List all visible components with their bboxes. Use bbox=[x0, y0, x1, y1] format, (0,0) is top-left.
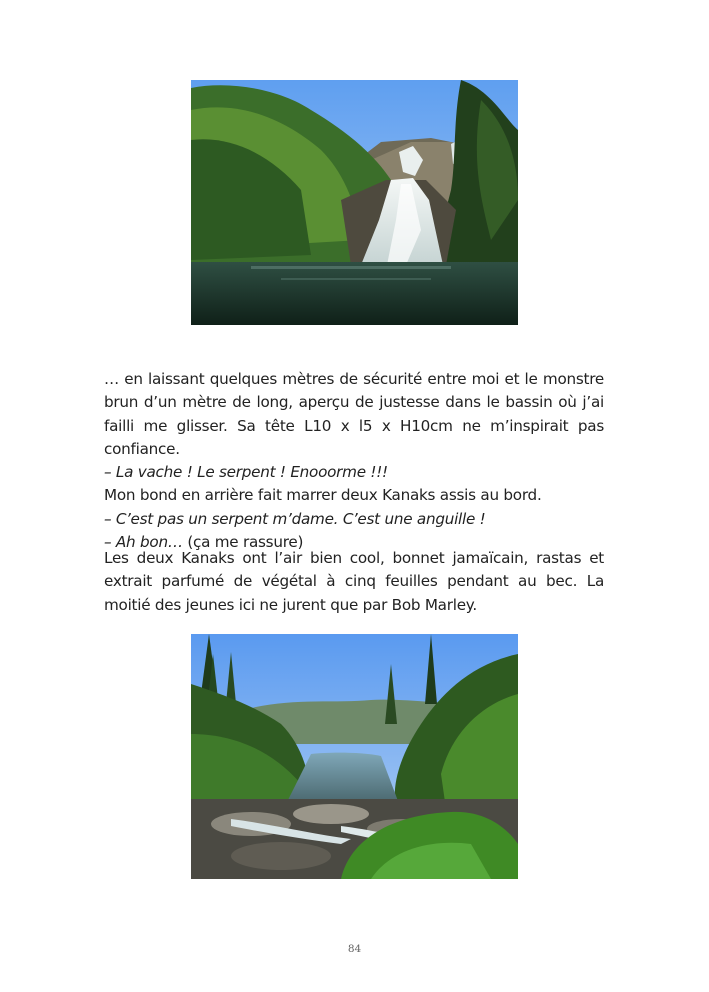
narrative-paragraph-1 bbox=[104, 368, 604, 554]
narration-text: … en laissant quelques mètres de sécurité entre moi et le monstre brun d’un mètre de long, aperçu de justesse dans le bassin où j’ai failli me glisser. Sa tête L10 x l5 x H10cm ne m’inspirait pas confiance. bbox=[104, 370, 604, 458]
dialogue-answer: – Ah bon… (ça me rassure) bbox=[104, 533, 304, 552]
paragraph-text: Les deux Kanaks ont l’air bien cool, bonnet jamaïcain, rastas et extrait parfumé de végétal à cinq feuilles pendant au bec. La moitié des jeunes ici ne jurent que par Bob Marley. bbox=[104, 549, 604, 614]
river-photo bbox=[191, 634, 518, 879]
dialogue-exclamation: – La vache ! Le serpent ! Enooorme !!! bbox=[104, 463, 388, 482]
page-number: 84 bbox=[347, 943, 362, 955]
dialogue-reply: – C’est pas un serpent m’dame. C’est une anguille ! bbox=[104, 509, 486, 528]
reaction-text: Mon bond en arrière fait marrer deux Kanaks assis au bord. bbox=[104, 486, 542, 505]
narrative-paragraph-2 bbox=[104, 547, 604, 617]
waterfall-photo bbox=[191, 80, 518, 325]
